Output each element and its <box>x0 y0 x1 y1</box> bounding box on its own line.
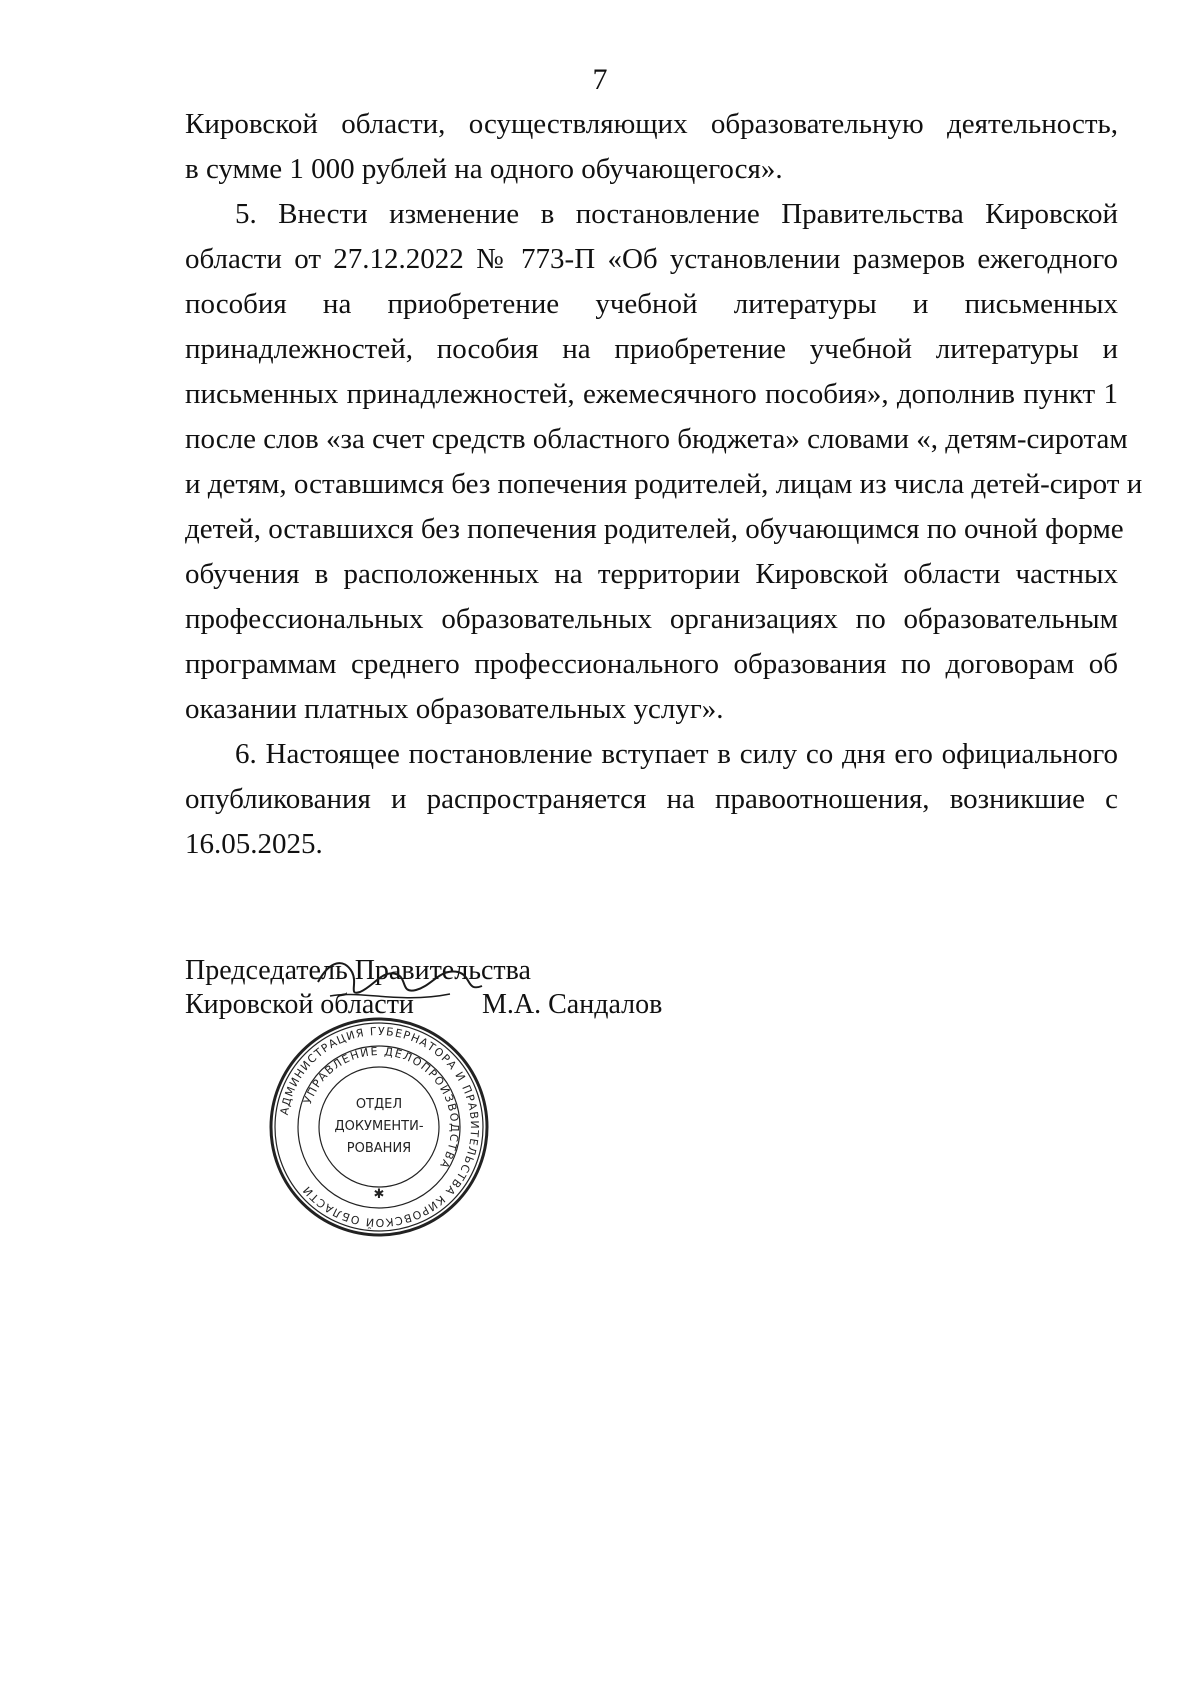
stamp-center-line-2: ДОКУМЕНТИ- <box>334 1119 424 1134</box>
body-line: профессиональных образовательных организациях по образовательным <box>185 603 1118 635</box>
signature-region: Кировской области <box>185 989 414 1020</box>
paragraph-5-first-line: 5. Внести изменение в постановление Правительства Кировской <box>235 198 1118 230</box>
page-number: 7 <box>592 63 608 96</box>
paragraph-6-first-line: 6. Настоящее постановление вступает в силу со дня его официального <box>235 738 1118 770</box>
signature-title: Председатель Правительства <box>185 955 531 986</box>
body-line: письменных принадлежностей, ежемесячного пособия», дополнив пункт 1 <box>185 378 1118 410</box>
body-line: обучения в расположенных на территории Кировской области частных <box>185 558 1118 590</box>
stamp-inner-text: УПРАВЛЕНИЕ ДЕЛОПРОИЗВОДСТВА <box>301 1044 462 1172</box>
body-line: после слов «за счет средств областного бюджета» словами «, детям-сиротам <box>185 423 1128 455</box>
signature-name: М.А. Сандалов <box>482 989 663 1020</box>
body-line: Кировской области, осуществляющих образовательную деятельность, <box>185 108 1118 140</box>
body-line: опубликования и распространяется на правоотношения, возникшие с <box>185 783 1118 815</box>
stamp-outer-text: АДМИНИСТРАЦИЯ ГУБЕРНАТОРА И ПРАВИТЕЛЬСТВА КИРОВСКОЙ ОБЛАСТИ <box>277 1024 482 1230</box>
stamp-star-icon: ✱ <box>373 1187 385 1202</box>
handwritten-signature <box>300 952 500 1012</box>
official-stamp <box>268 1016 490 1238</box>
body-line: оказании платных образовательных услуг». <box>185 693 724 725</box>
body-line: области от 27.12.2022 № 773-П «Об установлении размеров ежегодного <box>185 243 1118 275</box>
body-line: и детям, оставшимся без попечения родителей, лицам из числа детей-сирот и <box>185 468 1143 500</box>
stamp-center-line-1: ОТДЕЛ <box>355 1097 403 1112</box>
body-line: 16.05.2025. <box>185 828 323 860</box>
body-line: программам среднего профессионального образования по договорам об <box>185 648 1118 680</box>
body-line: в сумме 1 000 рублей на одного обучающегося». <box>185 153 783 185</box>
stamp-center-line-3: РОВАНИЯ <box>346 1141 412 1156</box>
body-line: детей, оставшихся без попечения родителей, обучающимся по очной форме <box>185 513 1124 545</box>
body-line: пособия на приобретение учебной литературы и письменных <box>185 288 1118 320</box>
body-line: принадлежностей, пособия на приобретение учебной литературы и <box>185 333 1118 365</box>
